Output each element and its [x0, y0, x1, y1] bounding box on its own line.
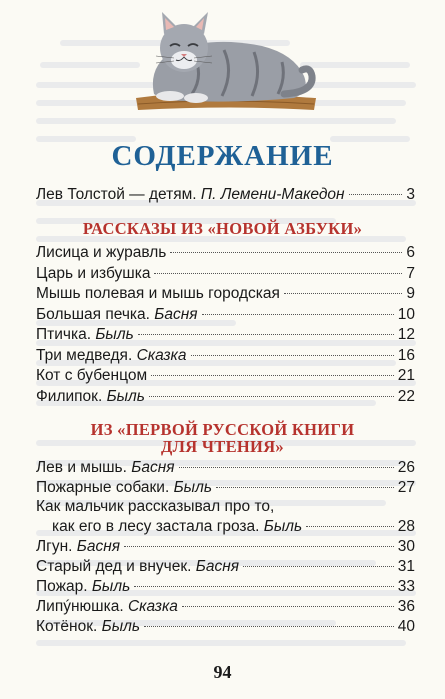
page-title: СОДЕРЖАНИЕ — [111, 140, 334, 172]
dot-leader — [216, 487, 394, 488]
cat-illustration — [134, 6, 318, 114]
toc-entry — [36, 306, 415, 324]
page-ref: 27 — [397, 479, 415, 496]
section-heading: ДЛЯ ЧТЕНИЯ» — [161, 437, 284, 456]
entry-genre: Быль — [91, 578, 131, 595]
dot-leader — [170, 252, 402, 253]
toc-entry — [36, 265, 415, 283]
toc-entry — [36, 578, 415, 596]
entry-title: Лисица и журавль — [36, 244, 167, 261]
dot-leader — [144, 626, 394, 627]
dot-leader — [154, 273, 402, 274]
dot-leader — [138, 334, 394, 335]
dot-leader — [134, 586, 394, 587]
toc-entry-intro — [36, 186, 415, 204]
entry-genre: Сказка — [127, 598, 178, 615]
entry-title: Лев и мышь. — [36, 459, 127, 476]
toc-entry — [36, 618, 415, 636]
dot-leader — [124, 546, 394, 547]
entry-title: как его в лесу застала гроза. — [52, 518, 260, 535]
page-ref: 40 — [397, 618, 415, 635]
entry-genre: Сказка — [136, 346, 187, 364]
page-ref: 6 — [406, 244, 415, 261]
entry-genre: Басня — [195, 558, 240, 575]
toc-entry — [36, 479, 415, 497]
entry-genre: Быль — [263, 518, 303, 535]
page-ref: 33 — [397, 578, 415, 595]
entry-title: Пожар. — [36, 578, 88, 595]
entry-title: Старый дед и внучек. — [36, 558, 192, 575]
page-ref: 30 — [397, 538, 415, 555]
page-ref: 36 — [397, 598, 415, 615]
toc-entry — [36, 558, 415, 576]
toc-entry — [36, 388, 415, 406]
page-ref: 7 — [406, 264, 415, 282]
toc-entry — [36, 459, 415, 477]
entry-title: Мышь полевая и мышь городская — [36, 285, 280, 302]
entry-genre: Басня — [154, 305, 198, 323]
entry-title: Царь и избушка — [36, 264, 151, 282]
entry-genre: Быль — [173, 479, 212, 496]
entry-title: Лгун. — [36, 538, 73, 555]
toc-entry — [36, 326, 415, 344]
entry-title: Пожарные собаки. — [36, 479, 170, 496]
toc-entry — [36, 538, 415, 556]
toc-entry — [36, 367, 415, 385]
dot-leader — [243, 566, 394, 567]
page-ref: 26 — [397, 459, 415, 476]
entry-title: Филипок. — [36, 387, 103, 405]
entry-title: Котёнок. — [36, 618, 98, 635]
page-ref: 9 — [406, 285, 415, 302]
dot-leader — [149, 396, 394, 397]
toc-entry — [52, 518, 415, 536]
entry-title: Птичка. — [36, 326, 92, 343]
entry-title: Липýнюшка. — [36, 598, 124, 615]
dot-leader — [202, 314, 394, 315]
entry-title-line1: Как мальчик рассказывал про то, — [36, 498, 275, 515]
section-heading: РАССКАЗЫ ИЗ «НОВОЙ АЗБУКИ» — [82, 219, 363, 238]
toc-entry — [36, 347, 415, 365]
toc-entry — [36, 285, 415, 303]
entry-title: Три медведя. — [36, 346, 133, 364]
page-ref: 31 — [397, 558, 415, 575]
page-ref: 10 — [397, 305, 415, 323]
dot-leader — [179, 467, 394, 468]
page-ref: 12 — [397, 326, 415, 343]
dot-leader — [349, 194, 403, 195]
dot-leader — [284, 293, 402, 294]
toc-entry — [36, 598, 415, 616]
entry-genre: Басня — [76, 538, 121, 555]
page-ref: 22 — [397, 387, 415, 405]
entry-title: Кот с бубенцом — [36, 367, 148, 384]
intro-author: П. Лемени-Македон — [200, 186, 345, 203]
dot-leader — [182, 606, 394, 607]
toc-entry — [36, 244, 415, 262]
intro-text: Лев Толстой — детям. — [36, 186, 197, 203]
section-heading: ИЗ «ПЕРВОЙ РУССКОЙ КНИГИ — [90, 420, 355, 439]
dot-leader — [191, 355, 394, 356]
dot-leader — [306, 526, 394, 527]
page-ref: 16 — [397, 346, 415, 364]
page-number: 94 — [213, 662, 232, 682]
entry-genre: Быль — [106, 387, 145, 405]
entry-genre: Быль — [95, 326, 134, 343]
page-ref: 28 — [397, 518, 415, 535]
entry-genre: Басня — [131, 459, 175, 476]
dot-leader — [151, 375, 394, 376]
entry-title: Большая печка. — [36, 305, 150, 323]
page-ref: 21 — [397, 367, 415, 384]
page-ref: 3 — [406, 186, 415, 203]
entry-genre: Быль — [101, 618, 140, 635]
